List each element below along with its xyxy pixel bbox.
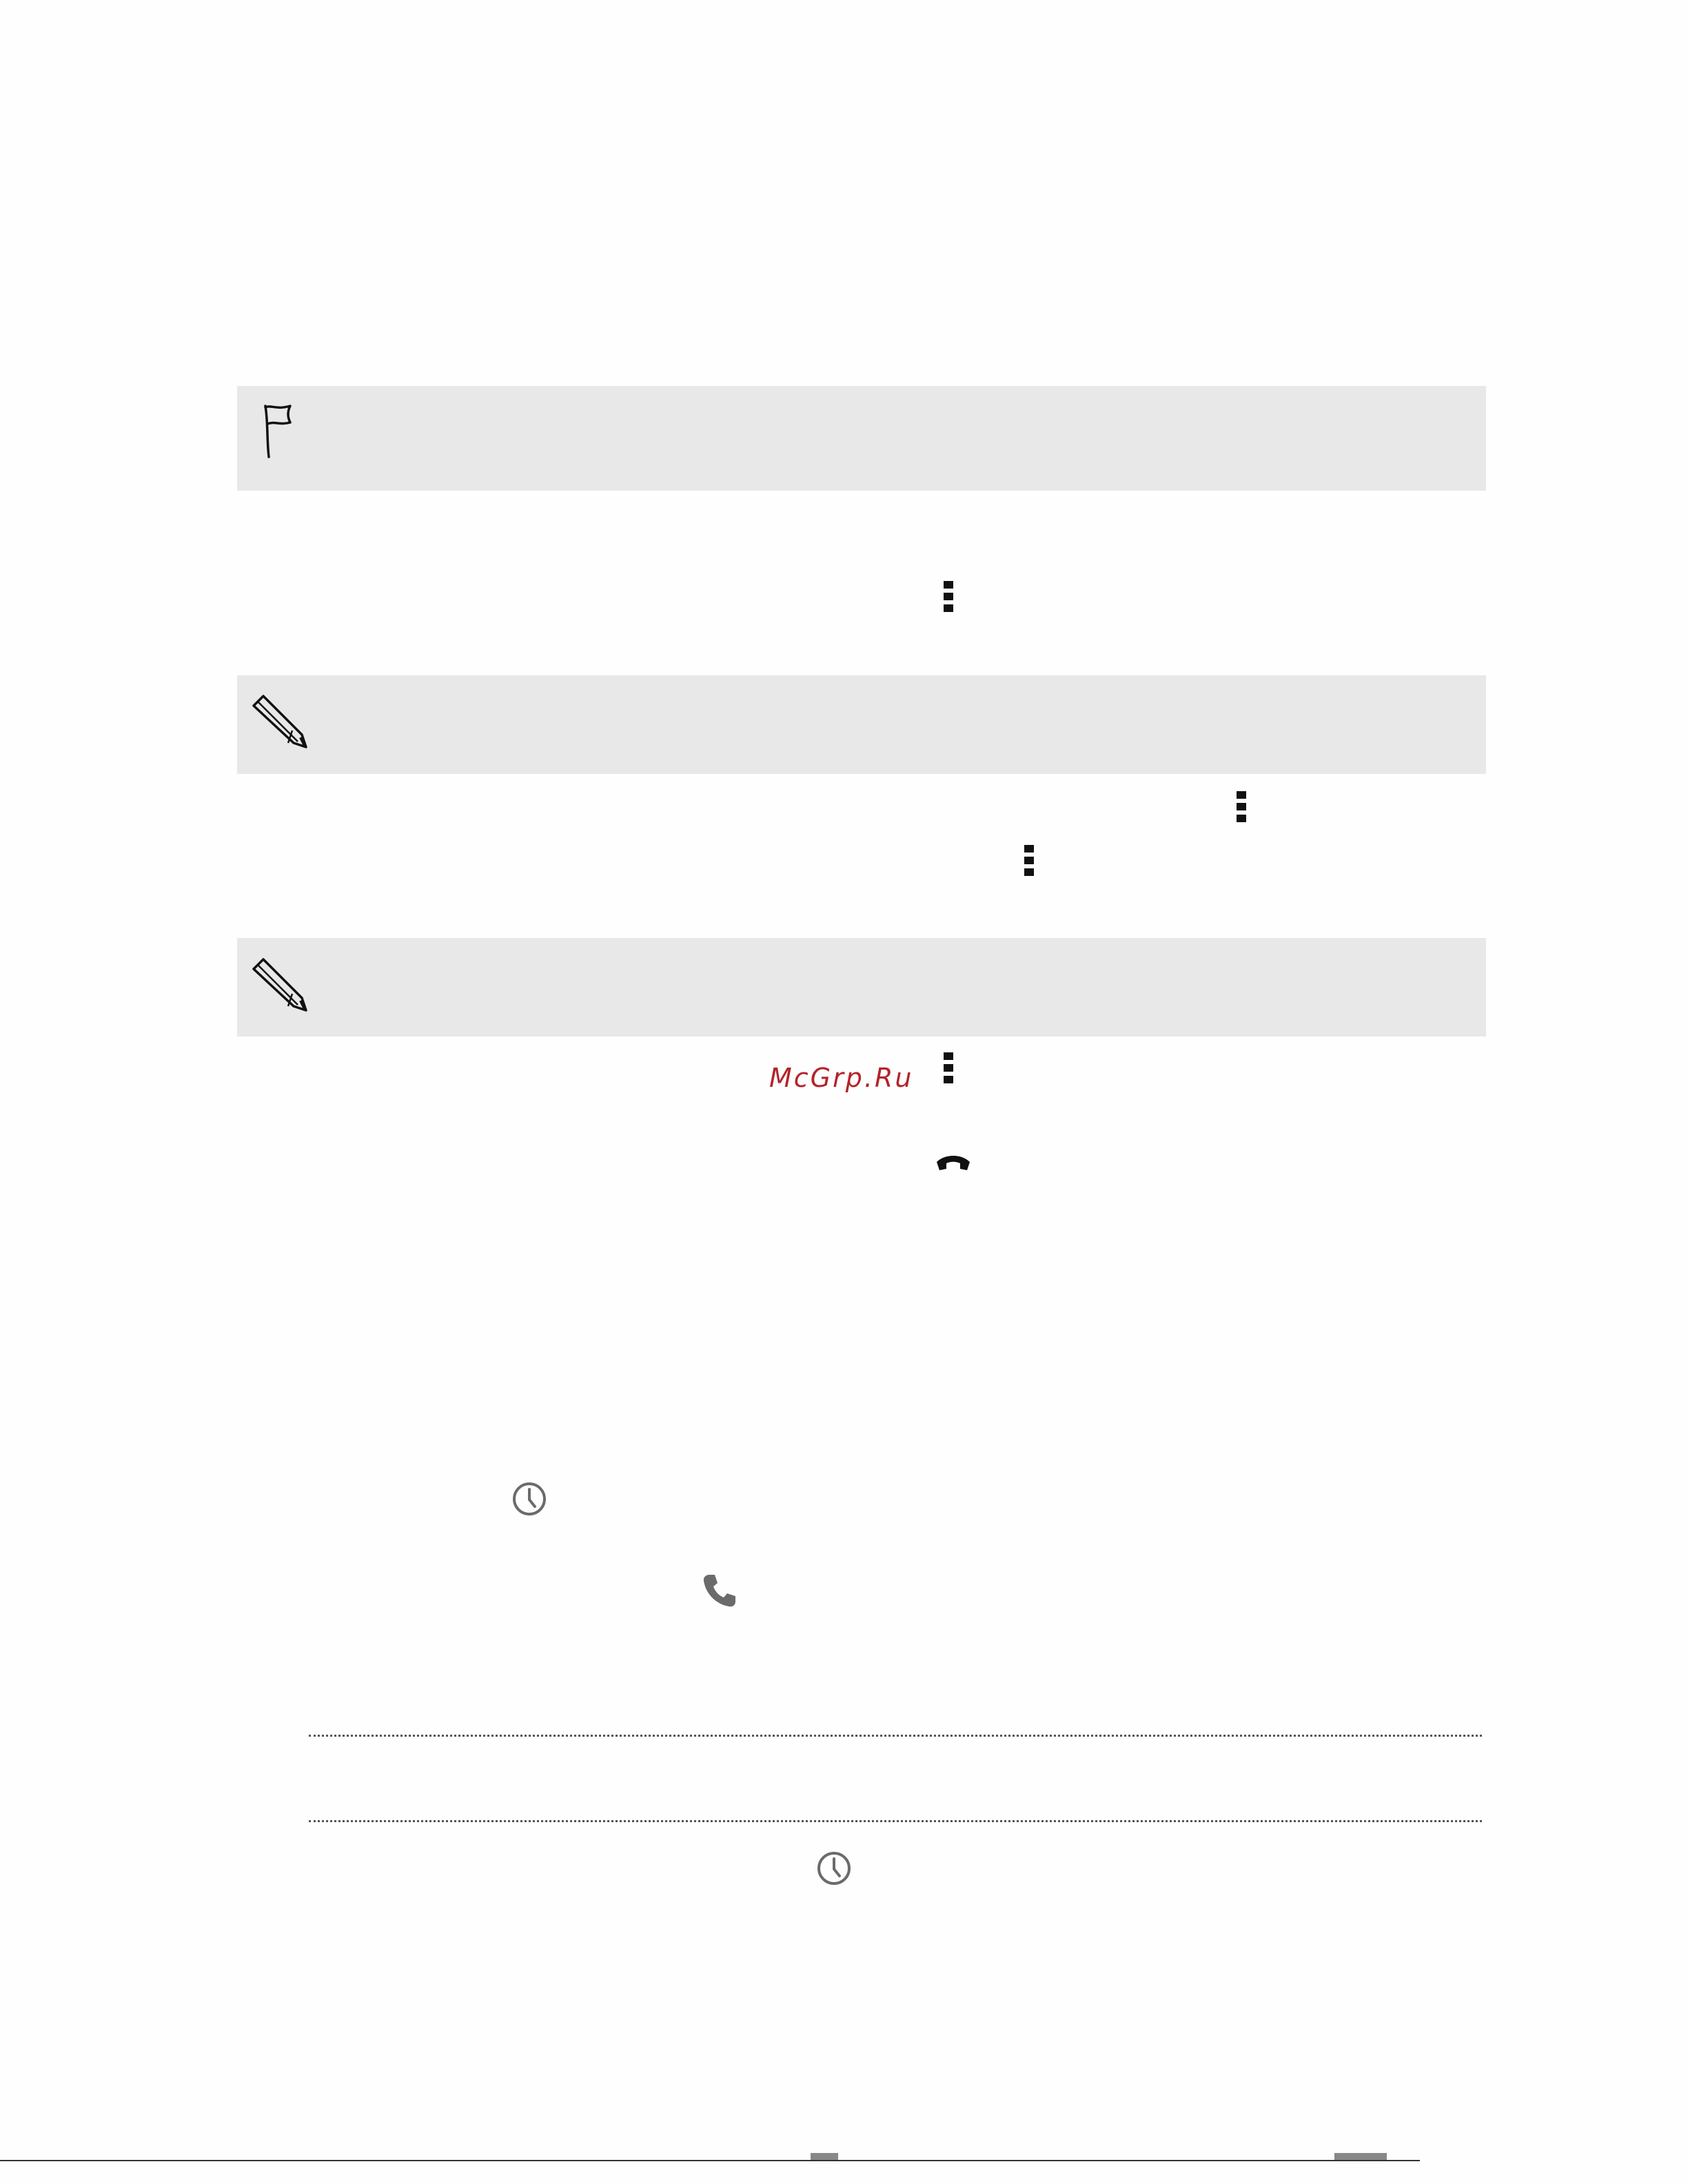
menu-icon: [1237, 791, 1246, 823]
end-call-icon: [935, 1152, 971, 1173]
clock-icon: [815, 1850, 853, 1887]
flag-icon: [260, 402, 296, 460]
footer-fragment: [811, 2153, 838, 2160]
phone-icon: [701, 1572, 738, 1609]
pencil-icon: [250, 692, 309, 751]
watermark-text: McGrp.Ru: [769, 1063, 914, 1093]
menu-icon: [944, 1052, 953, 1084]
footer-fragment: [1334, 2153, 1387, 2160]
menu-icon: [944, 581, 953, 613]
note-box: [237, 938, 1486, 1037]
note-box: [237, 386, 1486, 491]
dotted-divider: [309, 1735, 1482, 1737]
footer-rule: [0, 2160, 1420, 2161]
note-box: [237, 675, 1486, 774]
clock-icon: [511, 1480, 548, 1518]
pencil-icon: [250, 955, 309, 1014]
dotted-divider: [309, 1820, 1482, 1822]
menu-icon: [1024, 845, 1034, 877]
